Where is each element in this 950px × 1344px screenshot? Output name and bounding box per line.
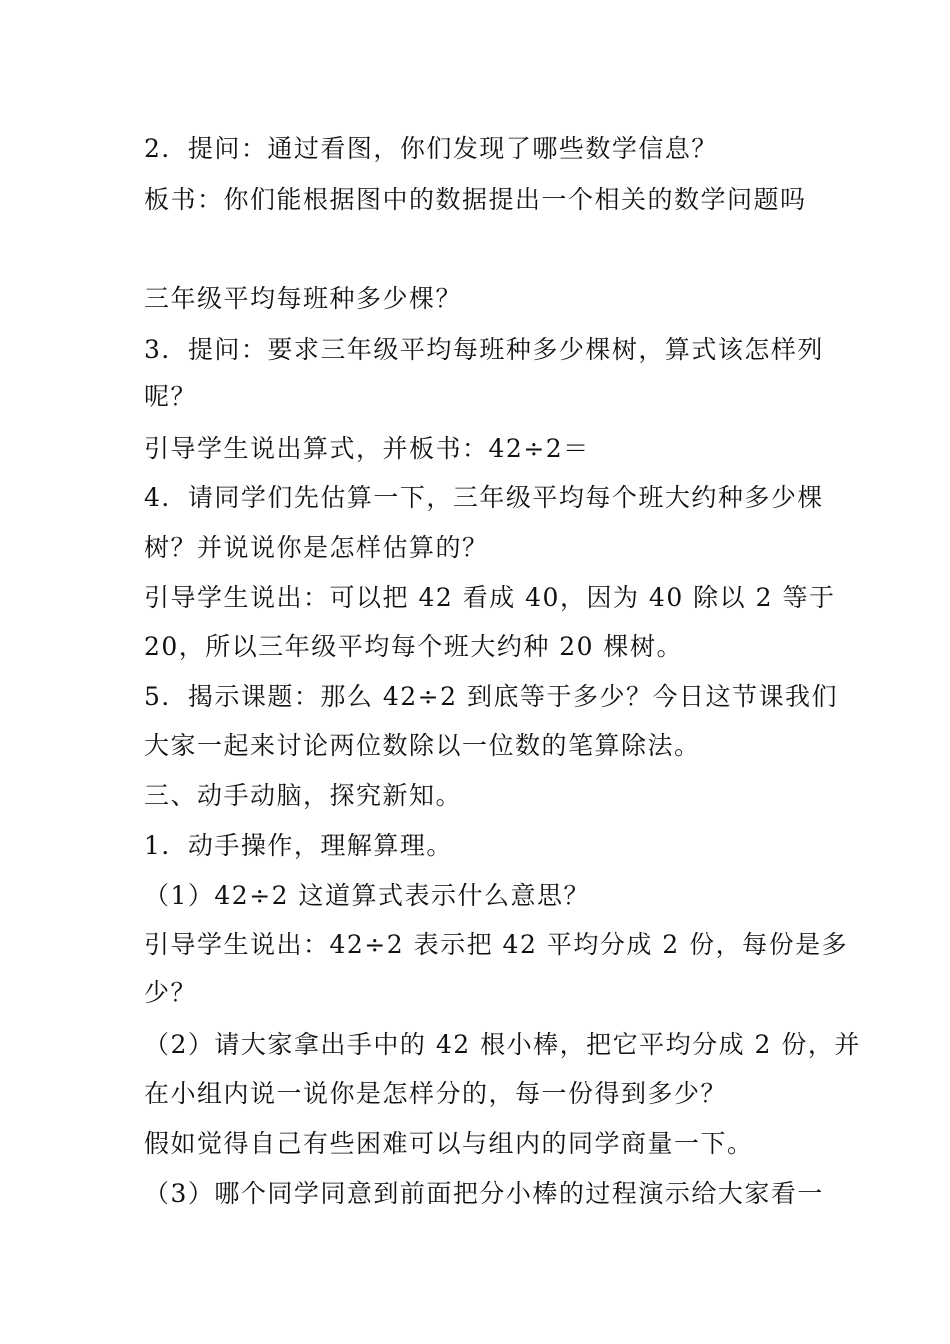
text-line-11: 5．揭示课题：那么 42÷2 到底等于多少？今日这节课我们: [144, 682, 838, 711]
text-line-9: 引导学生说出：可以把 42 看成 40，因为 40 除以 2 等于: [144, 583, 836, 612]
text-line-21: （3）哪个同学同意到前面把分小棒的过程演示给大家看一: [144, 1179, 824, 1208]
text-line-10: 20，所以三年级平均每个班大约种 20 棵树。: [144, 632, 684, 661]
text-line-7: 4．请同学们先估算一下，三年级平均每个班大约种多少棵: [144, 483, 824, 512]
text-line-2: 板书：你们能根据图中的数据提出一个相关的数学问题吗: [144, 185, 807, 214]
text-line-18: （2）请大家拿出手中的 42 根小棒，把它平均分成 2 份，并: [144, 1030, 861, 1059]
text-line-15: （1）42÷2 这道算式表示什么意思？: [144, 881, 591, 910]
text-line-5: 呢？: [144, 382, 198, 411]
text-line-17: 少？: [144, 978, 198, 1007]
text-line-19: 在小组内说一说你是怎样分的，每一份得到多少？: [144, 1079, 728, 1108]
text-line-12: 大家一起来讨论两位数除以一位数的笔算除法。: [144, 731, 701, 760]
text-line-20: 假如觉得自己有些困难可以与组内的同学商量一下。: [144, 1129, 754, 1158]
text-line-8: 树？并说说你是怎样估算的？: [144, 533, 489, 562]
text-line-6: 引导学生说出算式，并板书：42÷2＝: [144, 434, 590, 463]
text-line-4: 3．提问：要求三年级平均每班种多少棵树，算式该怎样列: [144, 335, 824, 364]
text-line-13: 三、动手动脑，探究新知。: [144, 781, 463, 810]
text-line-3: 三年级平均每班种多少棵？: [144, 284, 463, 313]
text-line-14: 1．动手操作，理解算理。: [144, 831, 453, 860]
text-line-1: 2．提问：通过看图，你们发现了哪些数学信息？: [144, 134, 718, 163]
text-line-16: 引导学生说出：42÷2 表示把 42 平均分成 2 份，每份是多: [144, 930, 849, 959]
